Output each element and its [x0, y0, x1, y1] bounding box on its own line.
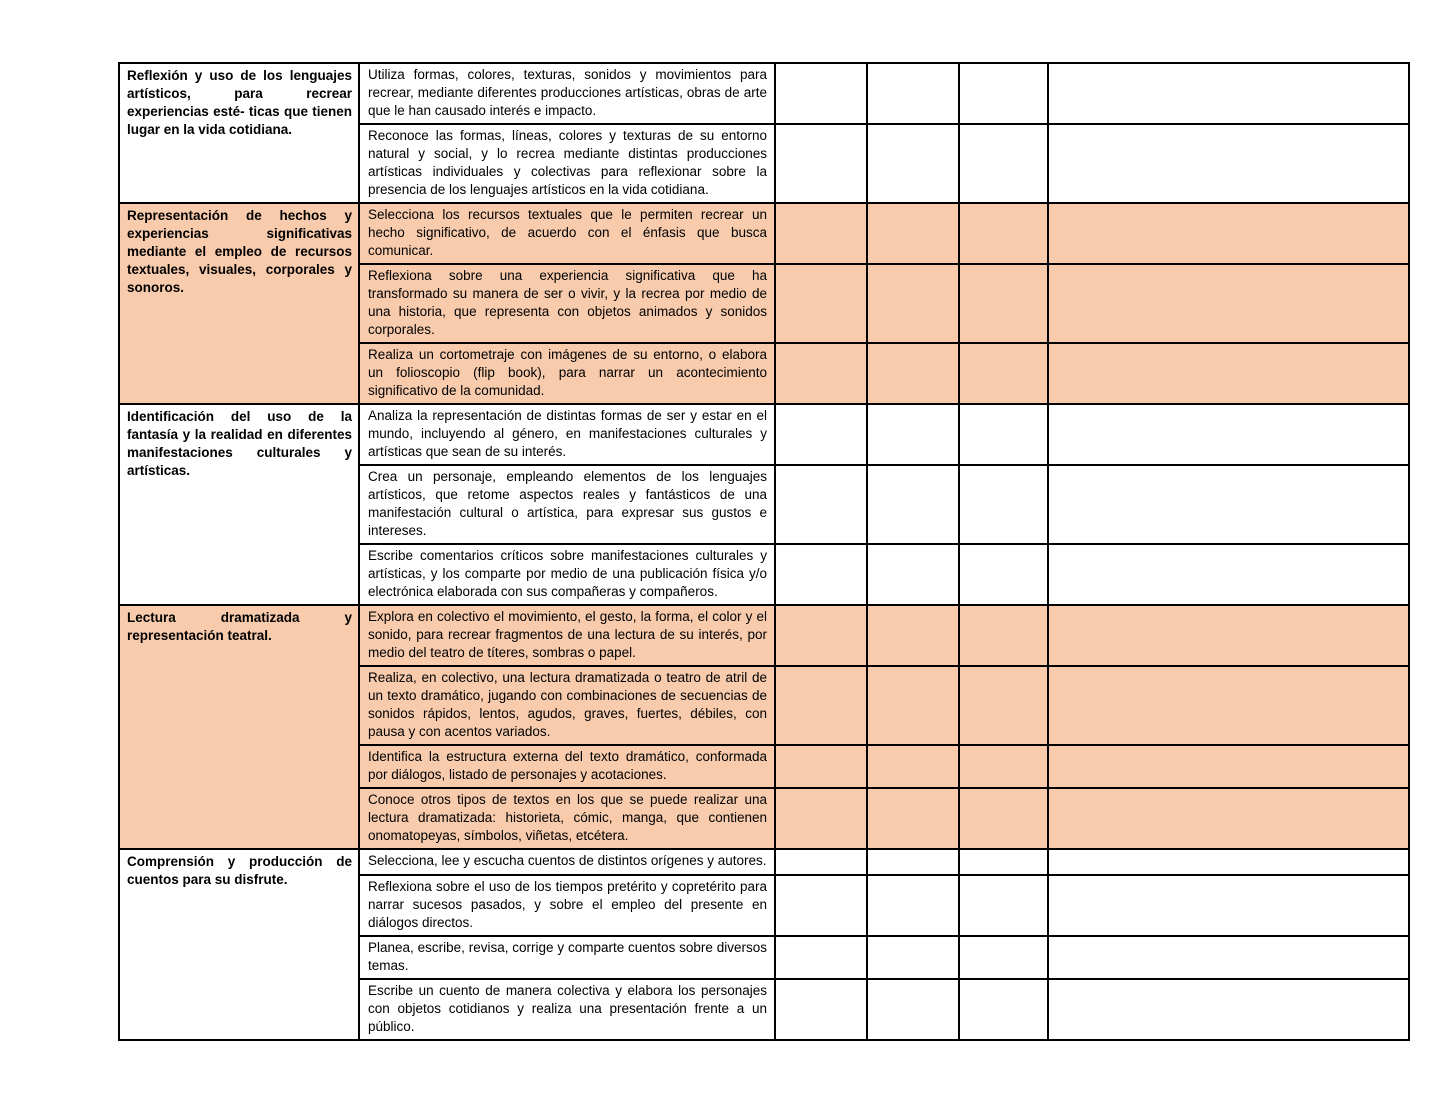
blank-cell: [867, 465, 959, 544]
blank-cell: [867, 936, 959, 979]
proceso-cell: Utiliza formas, colores, texturas, sonidos y movimientos para recrear, mediante diferentes producciones artísticas, obras de arte que le han causado interés e impacto.: [359, 63, 775, 124]
blank-cell: [867, 343, 959, 404]
proceso-cell: Realiza, en colectivo, una lectura dramatizada o teatro de atril de un texto dramático, jugando con combinaciones de secuencias de sonidos rápidos, lentos, agudos, graves, fuertes, débiles, con pausa y con acentos variados.: [359, 666, 775, 745]
blank-cell: [775, 979, 867, 1040]
blank-cell: [867, 849, 959, 875]
blank-cell-wide: [1048, 788, 1409, 849]
blank-cell: [959, 63, 1048, 124]
blank-cell: [775, 404, 867, 465]
blank-cell: [775, 605, 867, 666]
blank-cell-wide: [1048, 63, 1409, 124]
blank-cell: [959, 666, 1048, 745]
blank-cell: [959, 875, 1048, 936]
proceso-cell: Selecciona, lee y escucha cuentos de distintos orígenes y autores.: [359, 849, 775, 875]
proceso-cell: Escribe comentarios críticos sobre manifestaciones culturales y artísticas, y los comparte por medio de una publicación física y/o electrónica elaborada con sus compañeras y compañeros.: [359, 544, 775, 605]
blank-cell-wide: [1048, 849, 1409, 875]
blank-cell: [867, 63, 959, 124]
contenido-cell: Representación de hechos y experiencias significativas mediante el empleo de recursos textuales, visuales, corporales y sonoros.: [119, 203, 359, 404]
blank-cell-wide: [1048, 264, 1409, 343]
blank-cell-wide: [1048, 124, 1409, 203]
blank-cell: [775, 544, 867, 605]
contenido-cell: Identificación del uso de la fantasía y la realidad en diferentes manifestaciones culturales y artísticas.: [119, 404, 359, 605]
blank-cell: [959, 936, 1048, 979]
blank-cell-wide: [1048, 605, 1409, 666]
document-page: [118, 62, 1410, 1041]
contenido-cell: Comprensión y producción de cuentos para su disfrute.: [119, 849, 359, 1040]
blank-cell: [959, 465, 1048, 544]
blank-cell-wide: [1048, 936, 1409, 979]
blank-cell: [867, 203, 959, 264]
curriculum-table: [118, 62, 1410, 1041]
blank-cell: [959, 203, 1048, 264]
blank-cell: [775, 264, 867, 343]
proceso-cell: Reflexiona sobre el uso de los tiempos pretérito y copretérito para narrar sucesos pasados, y sobre el empleo del presente en diálogos directos.: [359, 875, 775, 936]
blank-cell: [775, 745, 867, 788]
blank-cell-wide: [1048, 745, 1409, 788]
proceso-cell: Analiza la representación de distintas formas de ser y estar en el mundo, incluyendo al género, en manifestaciones culturales y artísticas que sean de su interés.: [359, 404, 775, 465]
blank-cell: [867, 979, 959, 1040]
blank-cell: [959, 124, 1048, 203]
blank-cell-wide: [1048, 343, 1409, 404]
blank-cell: [959, 404, 1048, 465]
blank-cell: [775, 875, 867, 936]
blank-cell-wide: [1048, 404, 1409, 465]
blank-cell: [867, 544, 959, 605]
proceso-cell: Escribe un cuento de manera colectiva y elabora los personajes con objetos cotidianos y realiza una presentación frente a un público.: [359, 979, 775, 1040]
blank-cell: [867, 788, 959, 849]
blank-cell: [775, 849, 867, 875]
proceso-cell: Explora en colectivo el movimiento, el gesto, la forma, el color y el sonido, para recrear fragmentos de una lectura de su interés, por medio del teatro de títeres, sombras o papel.: [359, 605, 775, 666]
blank-cell: [959, 849, 1048, 875]
blank-cell: [867, 605, 959, 666]
blank-cell: [959, 544, 1048, 605]
proceso-cell: Conoce otros tipos de textos en los que se puede realizar una lectura dramatizada: historieta, cómic, manga, que contienen onomatopeyas, símbolos, viñetas, etcétera.: [359, 788, 775, 849]
proceso-cell: Reconoce las formas, líneas, colores y texturas de su entorno natural y social, y lo recrea mediante distintas producciones artísticas individuales y colectivas para reflexionar sobre la presencia de los lenguajes artísticos en la vida cotidiana.: [359, 124, 775, 203]
proceso-cell: Selecciona los recursos textuales que le permiten recrear un hecho significativo, de acuerdo con el énfasis que busca comunicar.: [359, 203, 775, 264]
proceso-cell: Planea, escribe, revisa, corrige y comparte cuentos sobre diversos temas.: [359, 936, 775, 979]
blank-cell: [867, 264, 959, 343]
blank-cell-wide: [1048, 544, 1409, 605]
contenido-cell: Lectura dramatizada y representación teatral.: [119, 605, 359, 849]
blank-cell: [867, 666, 959, 745]
proceso-cell: Reflexiona sobre una experiencia significativa que ha transformado su manera de ser o vivir, y la recrea por medio de una historia, que representa con objetos animados y sonidos corporales.: [359, 264, 775, 343]
blank-cell: [959, 605, 1048, 666]
blank-cell: [867, 875, 959, 936]
blank-cell: [775, 63, 867, 124]
blank-cell: [867, 404, 959, 465]
blank-cell: [959, 343, 1048, 404]
blank-cell: [775, 343, 867, 404]
blank-cell: [775, 788, 867, 849]
blank-cell: [775, 666, 867, 745]
blank-cell: [775, 465, 867, 544]
blank-cell-wide: [1048, 875, 1409, 936]
blank-cell: [775, 203, 867, 264]
blank-cell-wide: [1048, 465, 1409, 544]
blank-cell-wide: [1048, 666, 1409, 745]
blank-cell: [775, 936, 867, 979]
contenido-cell: Reflexión y uso de los lenguajes artísticos, para recrear experiencias esté- ticas que tienen lugar en la vida cotidiana.: [119, 63, 359, 203]
proceso-cell: Crea un personaje, empleando elementos de los lenguajes artísticos, que retome aspectos reales y fantásticos de una manifestación cultural o artística, para expresar sus gustos e intereses.: [359, 465, 775, 544]
blank-cell-wide: [1048, 203, 1409, 264]
blank-cell: [867, 124, 959, 203]
blank-cell: [959, 788, 1048, 849]
blank-cell: [867, 745, 959, 788]
proceso-cell: Identifica la estructura externa del texto dramático, conformada por diálogos, listado de personajes y acotaciones.: [359, 745, 775, 788]
proceso-cell: Realiza un cortometraje con imágenes de su entorno, o elabora un folioscopio (flip book), para narrar un acontecimiento significativo de la comunidad.: [359, 343, 775, 404]
blank-cell: [775, 124, 867, 203]
blank-cell: [959, 979, 1048, 1040]
blank-cell: [959, 745, 1048, 788]
blank-cell-wide: [1048, 979, 1409, 1040]
blank-cell: [959, 264, 1048, 343]
